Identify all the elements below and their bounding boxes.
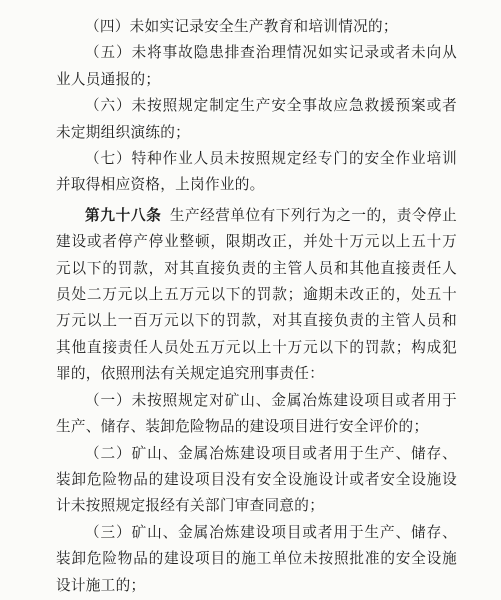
list-item-7: （七）特种作业人员未按照规定经专门的安全作业培训并取得相应资格，上岗作业的。: [56, 150, 457, 194]
list-item-6: （六）未按照规定制定生产安全事故应急救援预案或者未定期组织演练的；: [56, 97, 457, 141]
list-item-1: （一）未按照规定对矿山、金属冶炼建设项目或者用于生产、储存、装卸危险物品的建设项目进行安全评价的；: [56, 391, 457, 436]
list-item-3: （三）矿山、金属冶炼建设项目或者用于生产、储存、装卸危险物品的建设项目的施工单位未按照批准的安全设施设计施工的；: [56, 523, 457, 594]
list-item-4: （四）未如实记录安全生产教育和培训情况的；: [85, 18, 398, 35]
article-98: [56, 203, 457, 388]
article-body: 生产经营单位有下列行为之一的，责令停止建设或者停产停业整顿，限期改正，并处十万元以上五十万元以下的罚款，对其直接负责的主管人员和其他直接责任人员处二万元以上五万元以下的罚款；逾期未改正的，处五十万元以上一百万元以下的罚款，对其直接负责的主管人员和其他直接责任人员处五万元以上十万元以下的罚款；构成犯罪的，依照刑法有关规定追究刑事责任：: [56, 206, 457, 383]
article-title: 第九十八条: [85, 206, 162, 224]
list-item-5: （五）未将事故隐患排查治理情况如实记录或者未向从业人员通报的；: [56, 44, 457, 88]
list-item-2: （二）矿山、金属冶炼建设项目或者用于生产、储存、装卸危险物品的建设项目没有安全设施设计或者安全设施设计未按照规定报经有关部门审查同意的；: [56, 444, 457, 515]
